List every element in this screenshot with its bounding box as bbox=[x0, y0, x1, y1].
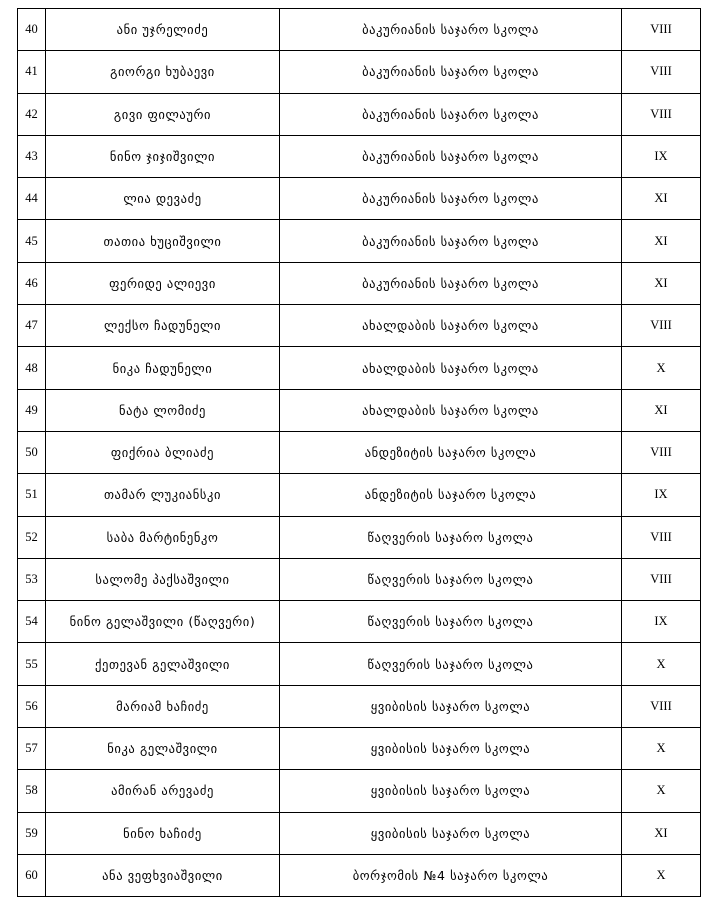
participant-name: გიორგი ხუბაევი bbox=[46, 51, 280, 93]
grade-level: VIII bbox=[622, 516, 701, 558]
participant-name: ფიქრია ბლიაძე bbox=[46, 431, 280, 473]
participant-name: თამარ ლუკიანსკი bbox=[46, 474, 280, 516]
grade-level: VIII bbox=[622, 685, 701, 727]
table-row bbox=[18, 431, 701, 473]
grade-level: VIII bbox=[622, 51, 701, 93]
participant-name: ანა ვეფხვიაშვილი bbox=[46, 854, 280, 896]
row-number: 44 bbox=[18, 178, 46, 220]
grade-level: X bbox=[622, 854, 701, 896]
grade-level: IX bbox=[622, 474, 701, 516]
table-row bbox=[18, 601, 701, 643]
table-row bbox=[18, 305, 701, 347]
school-name: ახალდაბის საჯარო სკოლა bbox=[280, 347, 622, 389]
grade-level: XI bbox=[622, 812, 701, 854]
row-number: 41 bbox=[18, 51, 46, 93]
participant-name: ნიკა გელაშვილი bbox=[46, 728, 280, 770]
table-row bbox=[18, 728, 701, 770]
grade-level: VIII bbox=[622, 431, 701, 473]
row-number: 59 bbox=[18, 812, 46, 854]
school-name: ყვიბისის საჯარო სკოლა bbox=[280, 812, 622, 854]
school-name: ბაკურიანის საჯარო სკოლა bbox=[280, 220, 622, 262]
row-number: 49 bbox=[18, 389, 46, 431]
table-row bbox=[18, 51, 701, 93]
row-number: 46 bbox=[18, 262, 46, 304]
table-row bbox=[18, 685, 701, 727]
table-row bbox=[18, 558, 701, 600]
row-number: 43 bbox=[18, 135, 46, 177]
grade-level: XI bbox=[622, 220, 701, 262]
participant-name: საბა მარტინენკო bbox=[46, 516, 280, 558]
row-number: 42 bbox=[18, 93, 46, 135]
participant-name: მარიამ ხაჩიძე bbox=[46, 685, 280, 727]
school-name: ახალდაბის საჯარო სკოლა bbox=[280, 389, 622, 431]
participant-name: თათია ხუციშვილი bbox=[46, 220, 280, 262]
participant-name: ფერიდე ალიევი bbox=[46, 262, 280, 304]
row-number: 52 bbox=[18, 516, 46, 558]
row-number: 60 bbox=[18, 854, 46, 896]
participant-name: ანი უჯრელიძე bbox=[46, 9, 280, 51]
grade-level: XI bbox=[622, 262, 701, 304]
table-row bbox=[18, 347, 701, 389]
row-number: 55 bbox=[18, 643, 46, 685]
school-name: ანდეზიტის საჯარო სკოლა bbox=[280, 431, 622, 473]
participant-name: ნინო ხაჩიძე bbox=[46, 812, 280, 854]
row-number: 53 bbox=[18, 558, 46, 600]
table-row bbox=[18, 770, 701, 812]
participant-name: ნინო ჯიჯიშვილი bbox=[46, 135, 280, 177]
row-number: 56 bbox=[18, 685, 46, 727]
school-name: წაღვერის საჯარო სკოლა bbox=[280, 516, 622, 558]
school-name: წაღვერის საჯარო სკოლა bbox=[280, 643, 622, 685]
row-number: 48 bbox=[18, 347, 46, 389]
participant-name: ნინო გელაშვილი (წაღვერი) bbox=[46, 601, 280, 643]
grade-level: VIII bbox=[622, 558, 701, 600]
table-row bbox=[18, 643, 701, 685]
grade-level: X bbox=[622, 347, 701, 389]
grade-level: IX bbox=[622, 601, 701, 643]
school-name: ყვიბისის საჯარო სკოლა bbox=[280, 728, 622, 770]
table-row bbox=[18, 262, 701, 304]
grade-level: X bbox=[622, 643, 701, 685]
row-number: 51 bbox=[18, 474, 46, 516]
participant-name: ლია დევაძე bbox=[46, 178, 280, 220]
row-number: 58 bbox=[18, 770, 46, 812]
row-number: 54 bbox=[18, 601, 46, 643]
table-row bbox=[18, 854, 701, 896]
grade-level: IX bbox=[622, 135, 701, 177]
table-row bbox=[18, 9, 701, 51]
grade-level: XI bbox=[622, 178, 701, 220]
school-name: ბაკურიანის საჯარო სკოლა bbox=[280, 51, 622, 93]
table-row bbox=[18, 474, 701, 516]
participant-name: გივი ფილაური bbox=[46, 93, 280, 135]
grade-level: VIII bbox=[622, 93, 701, 135]
row-number: 47 bbox=[18, 305, 46, 347]
participant-name: სალომე პაქსაშვილი bbox=[46, 558, 280, 600]
participants-table-body bbox=[18, 9, 701, 897]
participant-name: ამირან არევაძე bbox=[46, 770, 280, 812]
grade-level: VIII bbox=[622, 305, 701, 347]
row-number: 40 bbox=[18, 9, 46, 51]
table-row bbox=[18, 812, 701, 854]
participant-name: ლექსო ჩადუნელი bbox=[46, 305, 280, 347]
school-name: ყვიბისის საჯარო სკოლა bbox=[280, 685, 622, 727]
school-name: ბაკურიანის საჯარო სკოლა bbox=[280, 262, 622, 304]
school-name: ბაკურიანის საჯარო სკოლა bbox=[280, 135, 622, 177]
participant-name: ნიკა ჩადუნელი bbox=[46, 347, 280, 389]
school-name: ბაკურიანის საჯარო სკოლა bbox=[280, 9, 622, 51]
row-number: 57 bbox=[18, 728, 46, 770]
school-name: წაღვერის საჯარო სკოლა bbox=[280, 601, 622, 643]
grade-level: X bbox=[622, 728, 701, 770]
participant-name: ნატა ლომიძე bbox=[46, 389, 280, 431]
grade-level: VIII bbox=[622, 9, 701, 51]
school-name: ახალდაბის საჯარო სკოლა bbox=[280, 305, 622, 347]
school-name: ბაკურიანის საჯარო სკოლა bbox=[280, 178, 622, 220]
participants-table bbox=[17, 8, 701, 897]
school-name: ბაკურიანის საჯარო სკოლა bbox=[280, 93, 622, 135]
school-name: ყვიბისის საჯარო სკოლა bbox=[280, 770, 622, 812]
table-row bbox=[18, 516, 701, 558]
table-row bbox=[18, 93, 701, 135]
grade-level: X bbox=[622, 770, 701, 812]
grade-level: XI bbox=[622, 389, 701, 431]
table-row bbox=[18, 178, 701, 220]
table-row bbox=[18, 220, 701, 262]
participant-name: ქეთევან გელაშვილი bbox=[46, 643, 280, 685]
table-row bbox=[18, 389, 701, 431]
school-name: ბორჯომის №4 საჯარო სკოლა bbox=[280, 854, 622, 896]
school-name: წაღვერის საჯარო სკოლა bbox=[280, 558, 622, 600]
school-name: ანდეზიტის საჯარო სკოლა bbox=[280, 474, 622, 516]
row-number: 50 bbox=[18, 431, 46, 473]
row-number: 45 bbox=[18, 220, 46, 262]
table-row bbox=[18, 135, 701, 177]
